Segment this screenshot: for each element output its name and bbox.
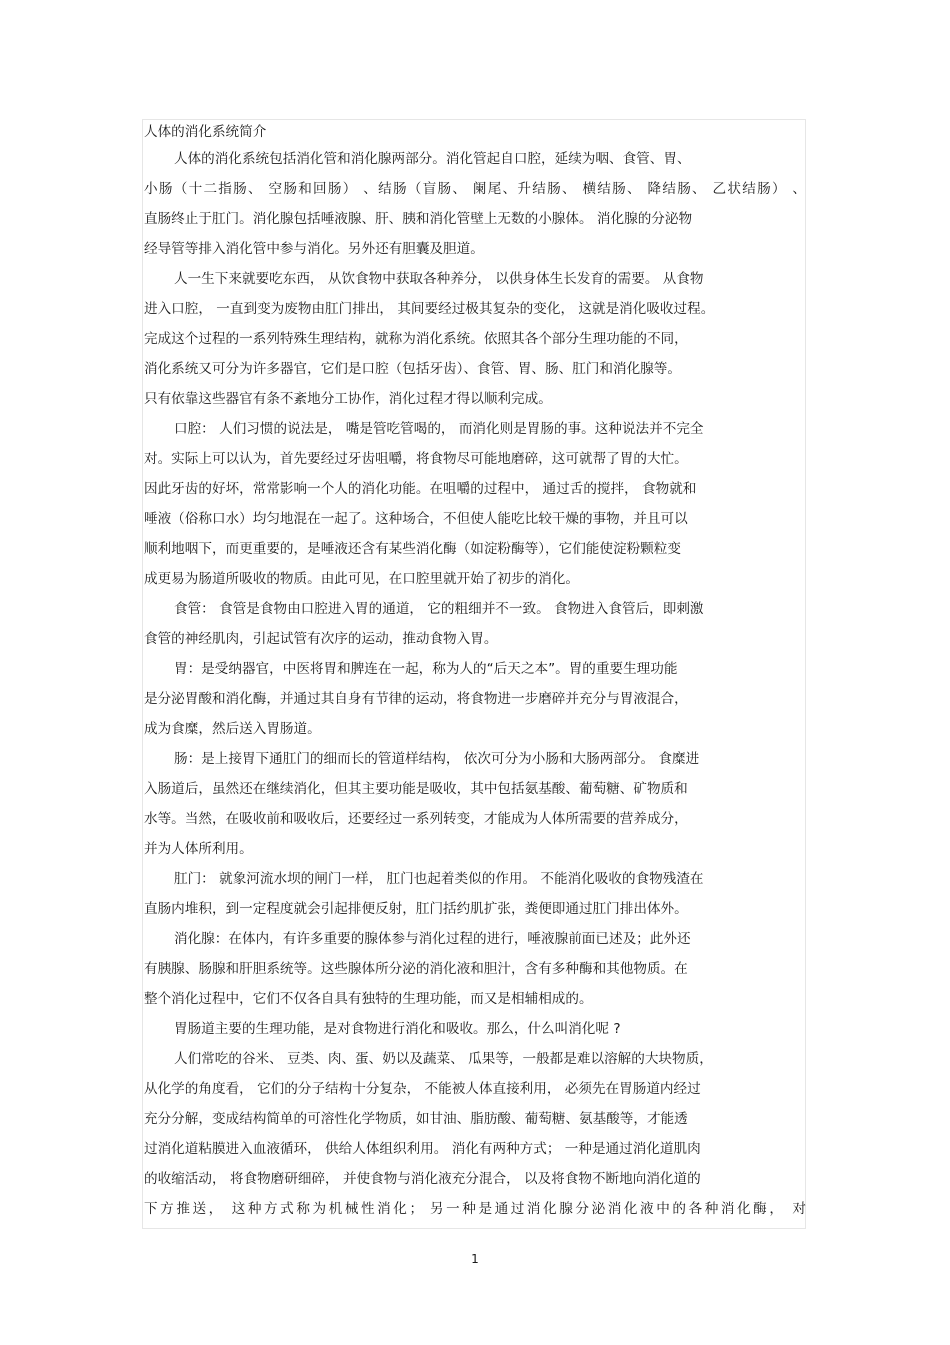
text-line: 因此牙齿的好坏，常常影响一个人的消化功能。在咀嚼的过程中， 通过舌的搅拌， 食物就和 (144, 481, 697, 497)
text-line: 完成这个过程的一系列特殊生理结构，就称为消化系统。依照其各个部分生理功能的不同， (144, 331, 688, 347)
page-number: 1 (471, 1252, 479, 1266)
text-line: 过消化道粘膜进入血液循环， 供给人体组织利用。 消化有两种方式； 一种是通过消化道肌肉 (144, 1141, 701, 1157)
document-title: 人体的消化系统简介 (144, 124, 267, 140)
text-line: 只有依靠这些器官有条不紊地分工协作，消化过程才得以顺利完成。 (144, 391, 552, 407)
text-line: 成为食糜，然后送入胃肠道。 (144, 721, 321, 737)
text-line: 食管的神经肌肉，引起试管有次序的运动，推动食物入胃。 (144, 631, 498, 647)
text-line: 直肠内堆积，到一定程度就会引起排便反射，肛门括约肌扩张，粪便即通过肛门排出体外。 (144, 901, 688, 917)
text-line: 是分泌胃酸和消化酶，并通过其自身有节律的运动，将食物进一步磨碎并充分与胃液混合， (144, 691, 688, 707)
text-line: 对。实际上可以认为，首先要经过牙齿咀嚼，将食物尽可能地磨碎，这可就帮了胃的大忙。 (144, 451, 688, 467)
text-line: 成更易为肠道所吸收的物质。由此可见，在口腔里就开始了初步的消化。 (144, 571, 579, 587)
text-line: 消化腺：在体内，有许多重要的腺体参与消化过程的进行，唾液腺前面已述及；此外还 (174, 931, 691, 947)
text-line: 有胰腺、肠腺和肝胆系统等。这些腺体所分泌的消化液和胆汁，含有多种酶和其他物质。在 (144, 961, 688, 977)
text-line: 从化学的角度看， 它们的分子结构十分复杂， 不能被人体直接利用， 必须先在胃肠道内经过 (144, 1081, 701, 1097)
text-line: 顺利地咽下，而更重要的，是唾液还含有某些消化酶（如淀粉酶等），它们能使淀粉颗粒变 (144, 541, 681, 557)
text-line: 人一生下来就要吃东西， 从饮食物中获取各种养分， 以供身体生长发育的需要。 从食物 (174, 271, 704, 287)
text-line: 经导管等排入消化管中参与消化。另外还有胆囊及胆道。 (144, 241, 484, 257)
text-line: 人体的消化系统包括消化管和消化腺两部分。消化管起自口腔，延续为咽、食管、胃、 (174, 151, 691, 167)
text-line: 胃：是受纳器官，中医将胃和脾连在一起，称为人的“后天之本”。胃的重要生理功能 (174, 661, 678, 677)
text-line: 充分分解，变成结构简单的可溶性化学物质，如甘油、脂肪酸、葡萄糖、氨基酸等，才能透 (144, 1111, 688, 1127)
text-line: 人们常吃的谷米、 豆类、肉、蛋、奶以及蔬菜、 瓜果等，一般都是难以溶解的大块物质， (174, 1051, 713, 1067)
text-line: 食管： 食管是食物由口腔进入胃的通道， 它的粗细并不一致。 食物进入食管后，即刺激 (174, 601, 704, 617)
text-line: 整个消化过程中，它们不仅各自具有独特的生理功能，而又是相辅相成的。 (144, 991, 593, 1007)
text-line: 进入口腔， 一直到变为废物由肛门排出， 其间要经过极其复杂的变化， 这就是消化吸收过程。 (144, 301, 715, 317)
document-body (144, 120, 806, 1224)
text-line: 下方推送， 这种方式称为机械性消化； 另一种是通过消化腺分泌消化液中的各种消化酶， 对 (144, 1201, 806, 1217)
text-line: 直肠终止于肛门。消化腺包括唾液腺、肝、胰和消化管壁上无数的小腺体。 消化腺的分泌物 (144, 211, 693, 227)
text-line: 入肠道后，虽然还在继续消化，但其主要功能是吸收，其中包括氨基酸、葡萄糖、矿物质和 (144, 781, 688, 797)
text-line: 并为人体所利用。 (144, 841, 253, 857)
text-line: 小肠（十二指肠、 空肠和回肠） 、结肠（盲肠、 阑尾、升结肠、 横结肠、 降结肠、 乙状结肠） 、 (144, 181, 806, 197)
text-line: 肛门： 就象河流水坝的闸门一样， 肛门也起着类似的作用。 不能消化吸收的食物残渣在 (174, 871, 704, 887)
text-line: 水等。当然，在吸收前和吸收后，还要经过一系列转变，才能成为人体所需要的营养成分， (144, 811, 688, 827)
text-line: 的收缩活动， 将食物磨研细碎， 并使食物与消化液充分混合， 以及将食物不断地向消化道的 (144, 1171, 701, 1187)
text-line: 口腔： 人们习惯的说法是， 嘴是管吃管喝的， 而消化则是胃肠的事。这种说法并不完全 (174, 421, 704, 437)
text-line: 消化系统又可分为许多器官，它们是口腔（包括牙齿）、食管、胃、肠、肛门和消化腺等。 (144, 361, 681, 377)
text-line: 唾液（俗称口水）均匀地混在一起了。这种场合，不但使人能吃比较干燥的事物，并且可以 (144, 511, 688, 527)
text-line: 肠：是上接胃下通肛门的细而长的管道样结构， 依次可分为小肠和大肠两部分。 食糜进 (174, 751, 700, 767)
text-line: 胃肠道主要的生理功能，是对食物进行消化和吸收。那么，什么叫消化呢 ? (174, 1021, 621, 1037)
